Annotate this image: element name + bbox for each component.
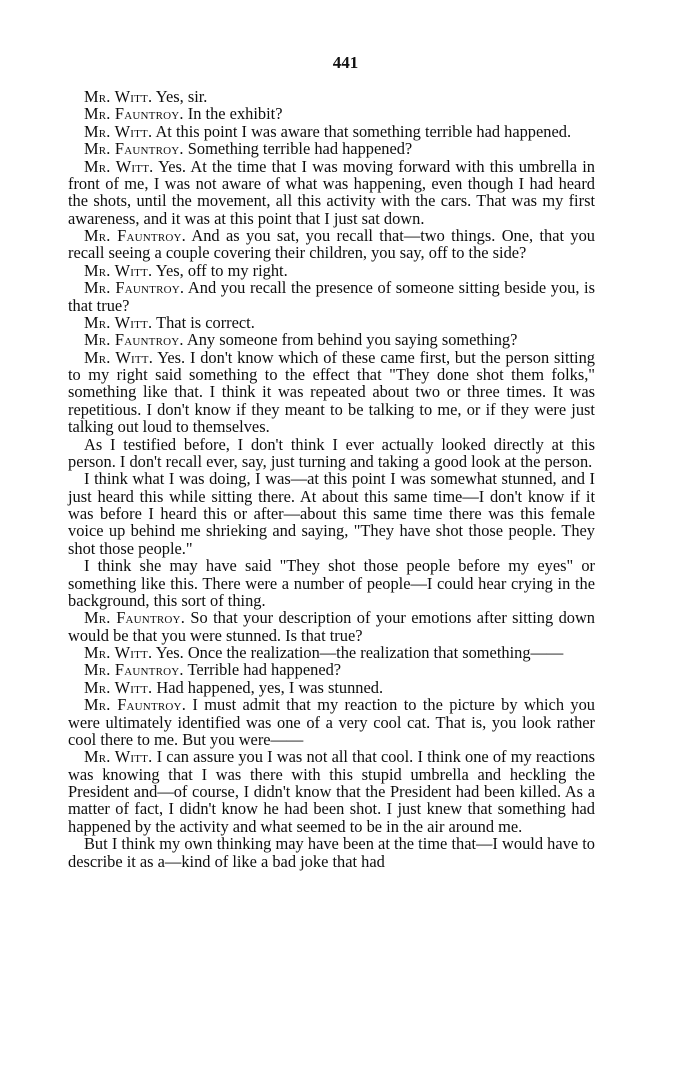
paragraph-text: I must admit that my reaction to the picture by which you were ultimately identified was one of a very cool cat. That is, you look rather cool there to me. But you were—— [68,695,595,749]
paragraph-text: So that your description of your emotions after sitting down would be that you were stunned. Is that true? [68,608,595,645]
speaker-name: Mr. Fauntroy. [84,608,185,628]
paragraph [68,696,595,748]
paragraph-text: Yes. I don't know which of these came first, but the person sitting to my right said something to the effect that "They done shot them folks," something like that. I think it was repeated about two or three times. It was repetitious. I don't know if they meant to be talking to me, or if they were just talking out loud to themselves. [68,347,595,437]
paragraph [68,314,595,331]
speaker-name: Mr. Fauntroy. [84,330,184,350]
speaker-name: Mr. Witt. [84,156,154,176]
paragraph [68,88,595,105]
paragraph-text: As I testified before, I don't think I ever actually looked directly at this person. I don't recall ever, say, just turning and taking a good look at the person. [68,434,595,471]
paragraph-text: Yes. At the time that I was moving forward with this umbrella in front of me, I was not aware of what was happening, even though I had heard the shots, until the movement, all this activity with the cars. That was my first awareness, and it was at this point that I just sat down. [68,156,595,228]
paragraph-text: Yes, sir. [152,87,208,106]
paragraph [68,158,595,228]
paragraph-text: Terrible had happened? [183,660,342,680]
speaker-name: Mr. Fauntroy. [84,695,186,715]
paragraph [68,835,595,870]
paragraph-text: In the exhibit? [183,104,283,124]
paragraph [68,679,595,696]
paragraph-text: Something terrible had happened? [183,139,413,159]
paragraph-text: Yes, off to my right. [152,260,288,280]
paragraph-text: I think she may have said "They shot those people before my eyes" or something like this. There were a number of people—I could hear crying in the background, this sort of thing. [68,556,595,610]
paragraph [68,227,595,262]
paragraph [68,661,595,678]
paragraph [68,557,595,609]
paragraph-text: I can assure you I was not all that cool. I think one of my reactions was knowing that I was there with this stupid umbrella and heckling the President and—of course, I didn't know that the President had been killed. As a matter of fact, I didn't know he had been shot. I just knew that something had happened by the activity and what seemed to be in the air around me. [68,747,596,836]
speaker-name: Mr. Witt. [84,677,153,697]
speaker-name: Mr. Witt. [84,347,153,367]
page-number: 441 [332,53,359,72]
speaker-name: Mr. Witt. [84,260,153,280]
paragraph [68,331,595,348]
paragraph [68,140,595,157]
paragraph [68,105,595,122]
paragraph-text: And you recall the presence of someone sitting beside you, is that true? [68,278,595,315]
speaker-name: Mr. Fauntroy. [84,139,184,159]
paragraph [68,349,595,436]
speaker-name: Mr. Witt. [84,643,153,662]
paragraph-text: Any someone from behind you saying something? [183,330,518,350]
speaker-name: Mr. Fauntroy. [84,660,184,680]
paragraph-text: At this point I was aware that something terrible had happened. [152,121,572,141]
paragraph [68,262,595,279]
paragraph [68,436,595,471]
paragraph-text: But I think my own thinking may have been at the time that—I would have to describe it as a—kind of like a bad joke that had [68,834,595,871]
transcript-body [68,88,595,870]
speaker-name: Mr. Witt. [84,121,153,141]
paragraph-text: Had happened, yes, I was stunned. [152,677,384,697]
speaker-name: Mr. Witt. [84,312,153,332]
paragraph [68,748,595,835]
speaker-name: Mr. Fauntroy. [84,278,185,298]
speaker-name: Mr. Witt. [84,747,153,767]
speaker-name: Mr. Witt. [84,87,153,106]
paragraph-text: And as you sat, you recall that—two things. One, that you recall seeing a couple covering their children, you say, off to the side? [68,226,595,263]
paragraph-text: I think what I was doing, I was—at this point I was somewhat stunned, and I just heard this while sitting there. At about this same time—I don't know if it was before I heard this or after—about this same time there was this female voice up behind me shrieking and saying, "They have shot those people. They shot those people." [68,469,595,558]
paragraph [68,123,595,140]
paragraph [68,644,595,661]
paragraph [68,470,595,557]
paragraph [68,609,595,644]
paragraph-text: Yes. Once the realization—the realization that something—— [152,643,564,662]
paragraph-text: That is correct. [152,312,255,332]
speaker-name: Mr. Fauntroy. [84,104,184,124]
speaker-name: Mr. Fauntroy. [84,226,186,245]
paragraph [68,279,595,314]
